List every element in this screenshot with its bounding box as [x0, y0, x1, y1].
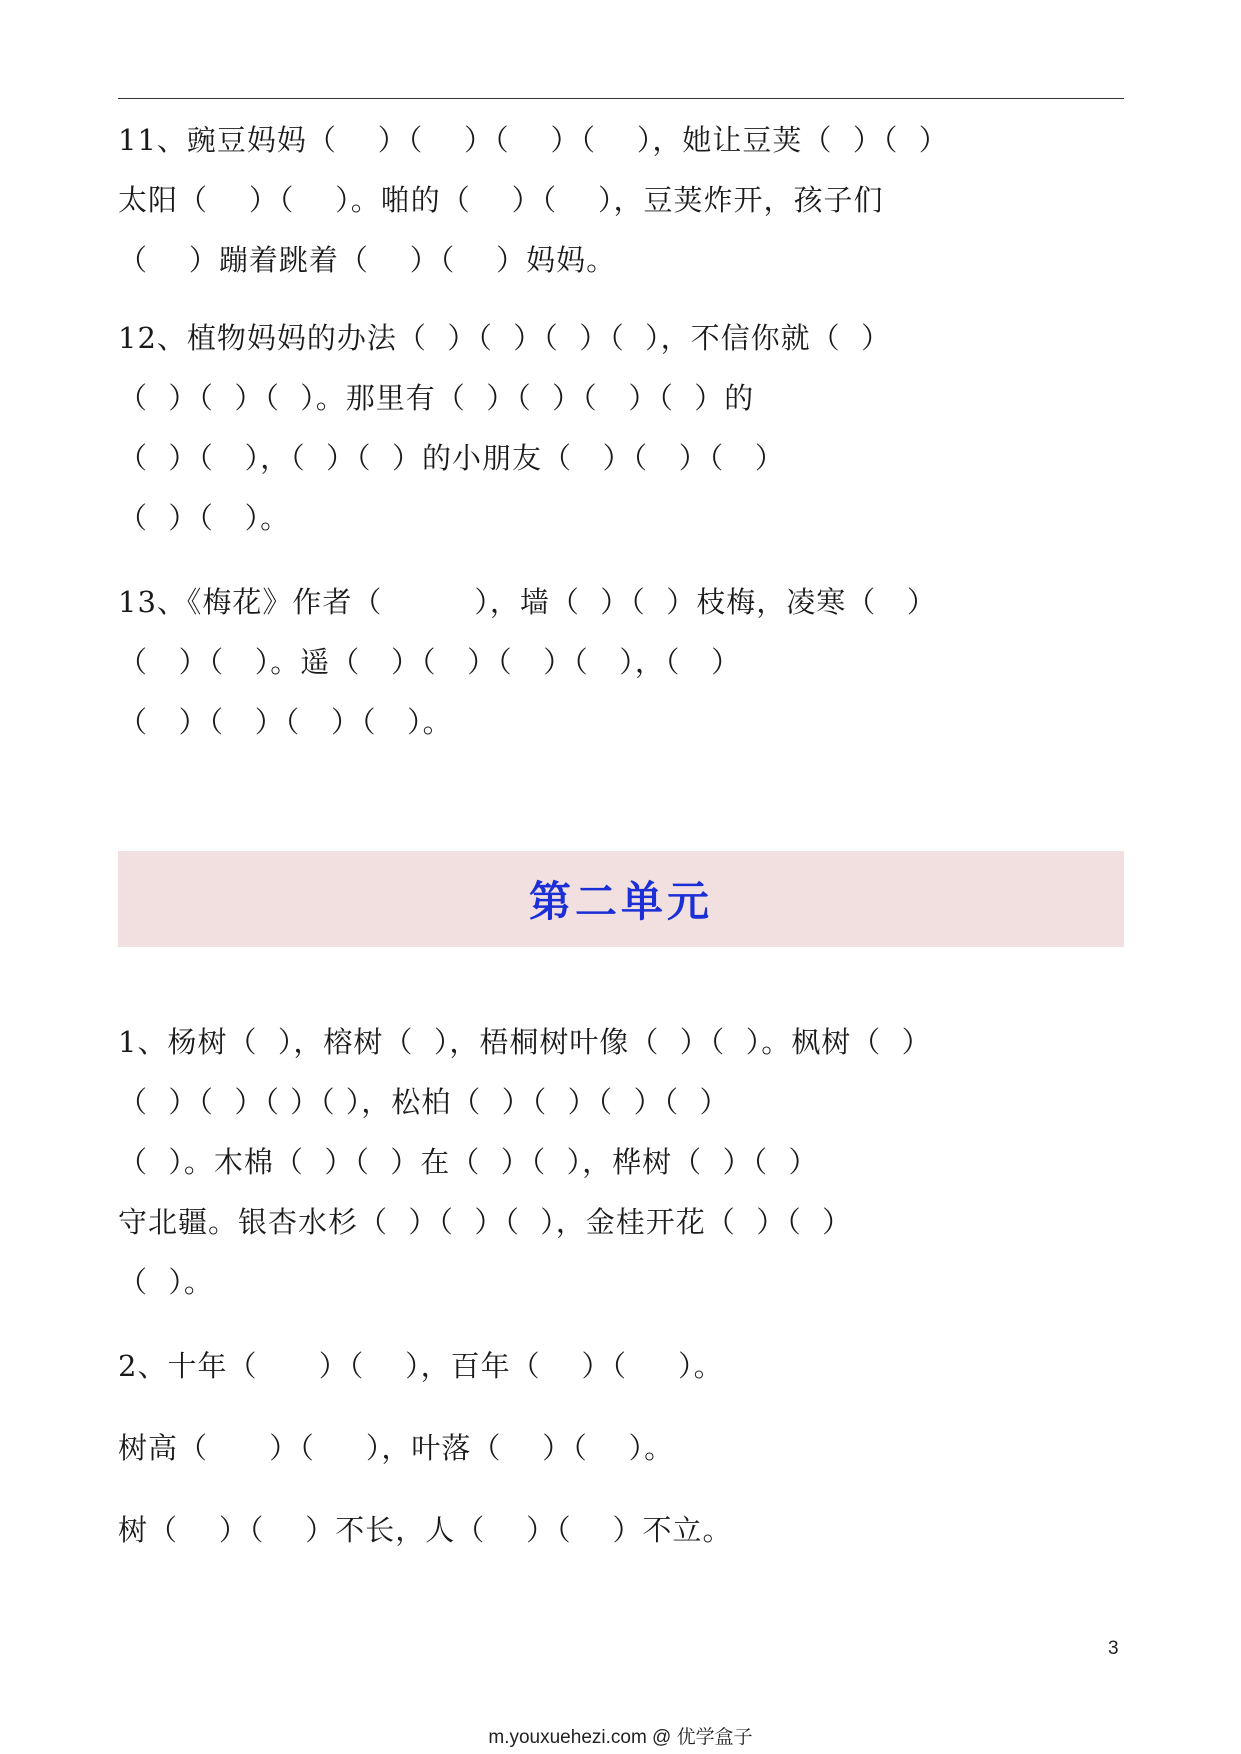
q13-line-2: （ ）（ ）。遥（ ）（ ）（ ）（ ），（ ） [118, 645, 742, 679]
u2q2-line-1: 2、十年（ ）（ ），百年（ ）（ ）。 [118, 1349, 724, 1383]
footer-watermark: m.youxuehezi.com @ 优学盒子 [488, 1727, 753, 1748]
q12-line-2: （ ）（ ）（ ）。那里有（ ）（ ）（ ）（ ）的 [118, 381, 755, 415]
q13-line-1: 13、《梅花》作者（ ），墙（ ）（ ）枝梅，凌寒（ ） [118, 585, 937, 619]
q12-line-1: 12、植物妈妈的办法（ ）（ ）（ ）（ ），不信你就（ ） [118, 321, 892, 355]
q11-line-2: 太阳（ ）（ ）。啪的（ ）（ ），豆荚炸开，孩子们 [118, 183, 884, 217]
u2q1-line-1: 1、杨树（ ），榕树（ ），梧桐树叶像（ ）（ ）。枫树（ ） [118, 1025, 932, 1059]
u2q1-line-5: （ ）。 [118, 1265, 214, 1299]
u2q2-line-3: 树（ ）（ ）不长，人（ ）（ ）不立。 [118, 1513, 733, 1547]
u2q2-line-2: 树高（ ）（ ），叶落（ ）（ ）。 [118, 1431, 675, 1465]
q11-line-3: （ ）蹦着跳着（ ）（ ）妈妈。 [118, 243, 617, 277]
q11-line-1: 11、豌豆妈妈（ ）（ ）（ ）（ ），她让豆荚（ ）（ ） [118, 123, 949, 157]
page-number: 3 [1108, 1638, 1119, 1659]
u2q1-line-3: （ ）。木棉（ ）（ ）在（ ）（ ），桦树（ ）（ ） [118, 1145, 819, 1179]
u2q1-line-4: 守北疆。银杏水杉（ ）（ ）（ ），金桂开花（ ）（ ） [118, 1205, 853, 1239]
u2q1-line-2: （ ）（ ）（ ）（ ），松柏（ ）（ ）（ ）（ ） [118, 1085, 730, 1119]
q13-line-3: （ ）（ ）（ ）（ ）。 [118, 705, 453, 739]
unit-title: 第二单元 [528, 877, 713, 926]
q12-line-4: （ ）（ ）。 [118, 501, 291, 535]
header-rule [118, 98, 1124, 99]
q12-line-3: （ ）（ ），（ ）（ ）的小朋友（ ）（ ）（ ） [118, 441, 785, 475]
unit-banner [118, 851, 1124, 947]
